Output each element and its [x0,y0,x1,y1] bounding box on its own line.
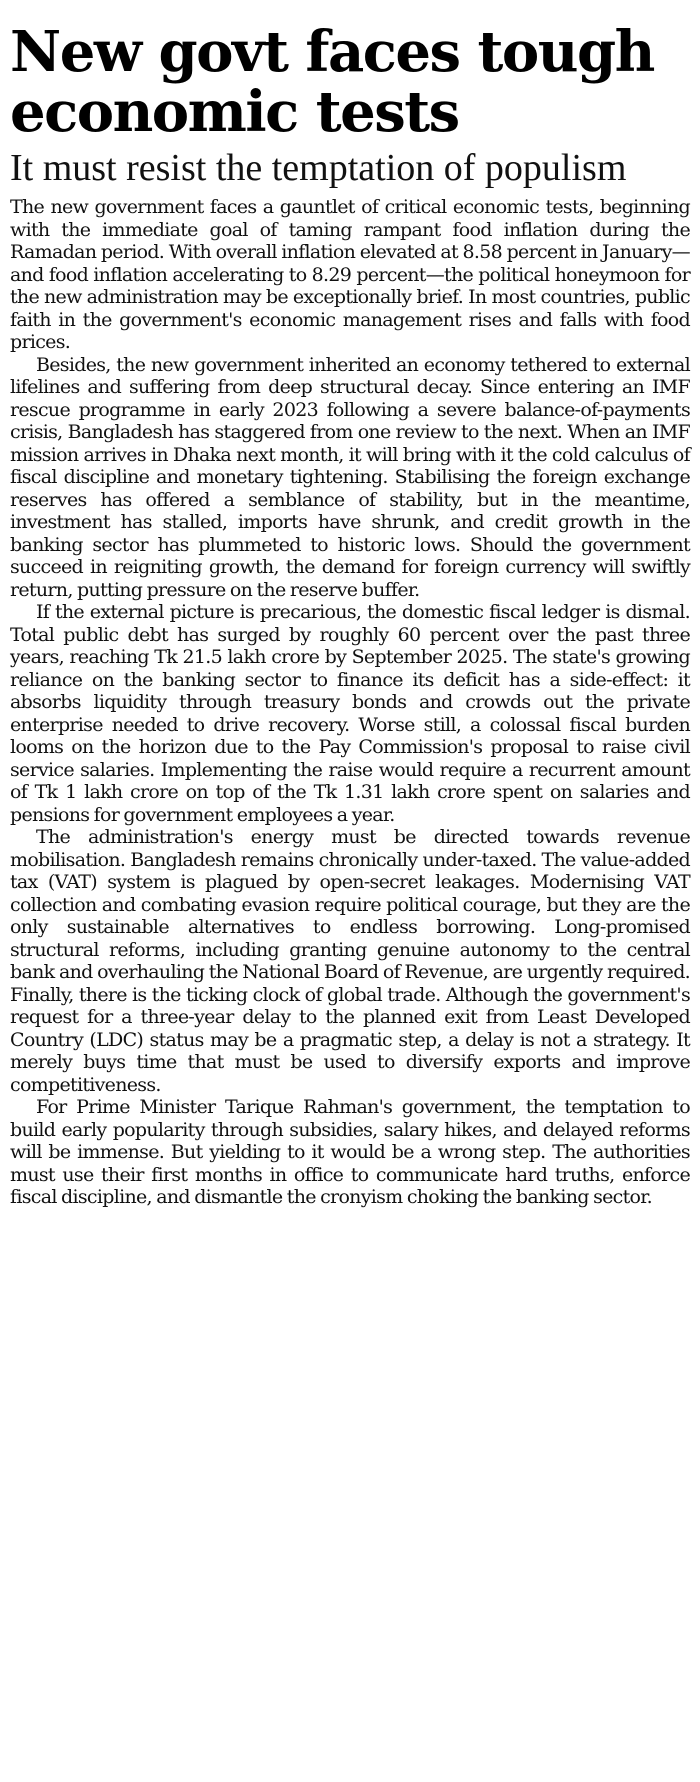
paragraph-4: The administration's energy must be directed towards revenue mobilisation. Bangladesh remains chronically under-taxed. The value-added tax (VAT) system is plagued by open-secret leakages. Modernising VAT collection and combating evasion require political courage, but they are the only sustainable alternatives to endless borrowing. Long-promised structural reforms, including granting genuine autonomy to the central bank and overhauling the National Board of Revenue, are urgently required. Finally, there is the ticking clock of global trade. Although the government's request for a three-year delay to the planned exit from Least Developed Country (LDC) status may be a pragmatic step, a delay is not a strategy. It merely buys time that must be used to diversify exports and improve competitiveness. [10,826,690,1096]
subheadline: It must resist the temptation of populism [10,147,627,189]
paragraph-2: Besides, the new government inherited an economy tethered to external lifelines and suffering from deep structural decay. Since entering an IMF rescue programme in early 2023 following a severe balance-of-payments crisis, Bangladesh has staggered from one review to the next. When an IMF mission arrives in Dhaka next month, it will bring with it the cold calculus of fiscal discipline and monetary tightening. Stabilising the foreign exchange reserves has offered a semblance of stability, but in the meantime, investment has stalled, imports have shrunk, and credit growth in the banking sector has plummeted to historic lows. Should the government succeed in reigniting growth, the demand for foreign currency will swiftly return, putting pressure on the reserve buffer. [10,353,690,601]
article-body [10,196,690,1209]
paragraph-1: The new government faces a gauntlet of critical economic tests, beginning with the immediate goal of taming rampant food inflation during the Ramadan period. With overall inflation elevated at 8.58 percent in January—and food inflation accelerating to 8.29 percent—the political honeymoon for the new administration may be exceptionally brief. In most countries, public faith in the government's economic management rises and falls with food prices. [10,196,690,353]
headline: New govt faces tough economic tests [10,19,654,145]
paragraph-3: If the external picture is precarious, the domestic fiscal ledger is dismal. Total public debt has surged by roughly 60 percent over the past three years, reaching Tk 21.5 lakh crore by September 2025. The state's growing reliance on the banking sector to finance its deficit has a side-effect: it absorbs liquidity through treasury bonds and crowds out the private enterprise needed to drive recovery. Worse still, a colossal fiscal burden looms on the horizon due to the Pay Commission's proposal to raise civil service salaries. Implementing the raise would require a recurrent amount of Tk 1 lakh crore on top of the Tk 1.31 lakh crore spent on salaries and pensions for government employees a year. [10,601,690,826]
paragraph-5: For Prime Minister Tarique Rahman's government, the temptation to build early popularity through subsidies, salary hikes, and delayed reforms will be immense. But yielding to it would be a wrong step. The authorities must use their first months in office to communicate hard truths, enforce fiscal discipline, and dismantle the cronyism choking the banking sector. [10,1096,690,1208]
